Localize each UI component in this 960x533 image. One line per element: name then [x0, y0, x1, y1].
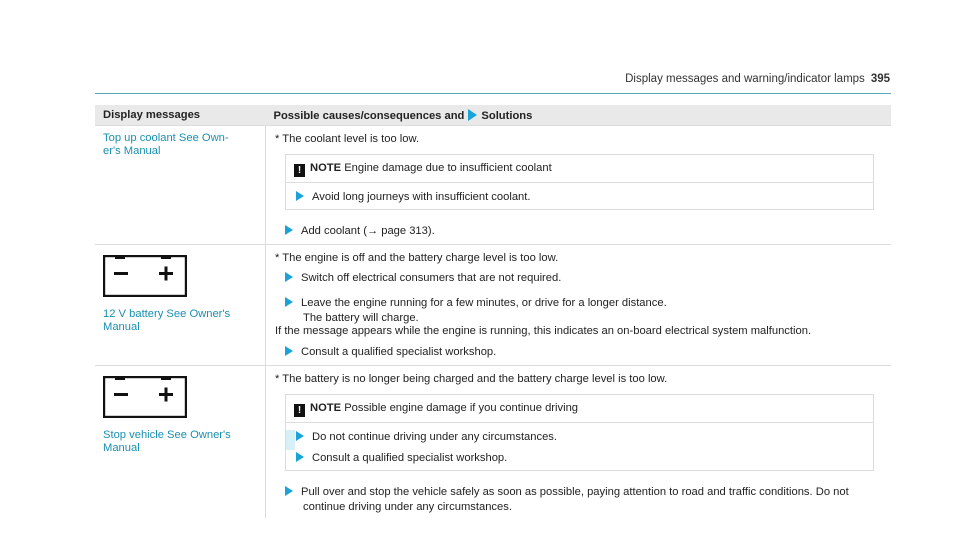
arrow-icon — [468, 109, 477, 121]
arrow-icon — [296, 191, 304, 201]
note-label: NOTE — [310, 402, 342, 414]
note-step-text: Consult a qualified specialist workshop. — [312, 452, 508, 464]
note-box — [285, 154, 874, 210]
solution-step — [275, 479, 883, 501]
note-title — [286, 395, 873, 422]
solution-cell — [266, 126, 892, 245]
arrow-icon — [285, 297, 293, 307]
solution-step-text: Switch off electrical consumers that are not required. — [301, 272, 562, 284]
solution-step — [275, 287, 883, 312]
arrow-icon — [285, 272, 293, 282]
message-text: Stop vehicle See Owner's Manual — [103, 429, 231, 454]
solution-step-text: Leave the engine running for a few minutes, or drive for a longer distance. — [301, 297, 667, 309]
running-header — [625, 73, 890, 85]
note-step — [286, 449, 873, 470]
info-text: If the message appears while the engine is running, this indicates an on-board electrical system malfunction. — [275, 325, 812, 337]
arrow-icon — [285, 346, 293, 356]
page-number: 395 — [870, 73, 890, 85]
note-title — [286, 155, 873, 182]
note-step — [286, 183, 873, 209]
running-header-title: Display messages and warning/indicator lamps — [625, 73, 865, 85]
solution-step-result: The battery will charge. — [303, 312, 419, 324]
note-step-text: Avoid long journeys with insufficient coolant. — [312, 191, 531, 203]
col2-header-solutions: Solutions — [481, 109, 533, 122]
col2-header — [266, 105, 892, 126]
solution-step — [275, 218, 883, 240]
solution-step — [275, 265, 883, 287]
cause-text: * The battery is no longer being charged and the battery charge level is too low. — [275, 373, 668, 385]
table-header-row — [95, 105, 891, 126]
battery-icon — [103, 376, 187, 418]
note-step — [286, 423, 873, 449]
arrow-icon — [296, 452, 304, 462]
solution-step — [275, 338, 883, 361]
note-text: Possible engine damage if you continue driving — [344, 402, 579, 414]
message-cell — [95, 366, 266, 519]
note-text: Engine damage due to insufficient coolant — [344, 162, 552, 174]
warning-icon: ! — [294, 404, 305, 417]
table-row — [95, 366, 891, 519]
table-row — [95, 126, 891, 245]
solution-cell — [266, 366, 892, 519]
note-step-text: Do not continue driving under any circumstances. — [312, 431, 558, 443]
message-text: Top up coolant See Own- er's Manual — [103, 132, 229, 157]
message-text: 12 V battery See Owner's Manual — [103, 308, 231, 333]
battery-icon — [103, 255, 187, 297]
solution-step-text: Pull over and stop the vehicle safely as soon as possible, paying attention to road and traffic conditions. Do not — [301, 486, 849, 498]
solution-cell — [266, 245, 892, 366]
note-box — [285, 394, 874, 471]
message-cell — [95, 126, 266, 245]
arrow-icon — [285, 486, 293, 496]
warning-icon: ! — [294, 164, 305, 177]
solution-step-text: Add coolant (→ page 313). — [301, 225, 435, 237]
arrow-icon — [296, 431, 304, 441]
solution-step-text: Consult a qualified specialist workshop. — [301, 346, 497, 358]
solution-step-continued: continue driving under any circumstances. — [303, 501, 512, 513]
header-rule — [95, 93, 891, 94]
message-cell — [95, 245, 266, 366]
arrow-icon — [285, 225, 293, 235]
col1-header: Display messages — [95, 105, 266, 126]
cause-text: * The coolant level is too low. — [275, 133, 420, 145]
table-row — [95, 245, 891, 366]
cause-text: * The engine is off and the battery charge level is too low. — [275, 252, 559, 264]
col2-header-text: Possible causes/consequences and — [273, 109, 465, 122]
note-label: NOTE — [310, 162, 342, 174]
display-messages-table — [95, 105, 891, 518]
highlight-marker — [286, 430, 295, 450]
